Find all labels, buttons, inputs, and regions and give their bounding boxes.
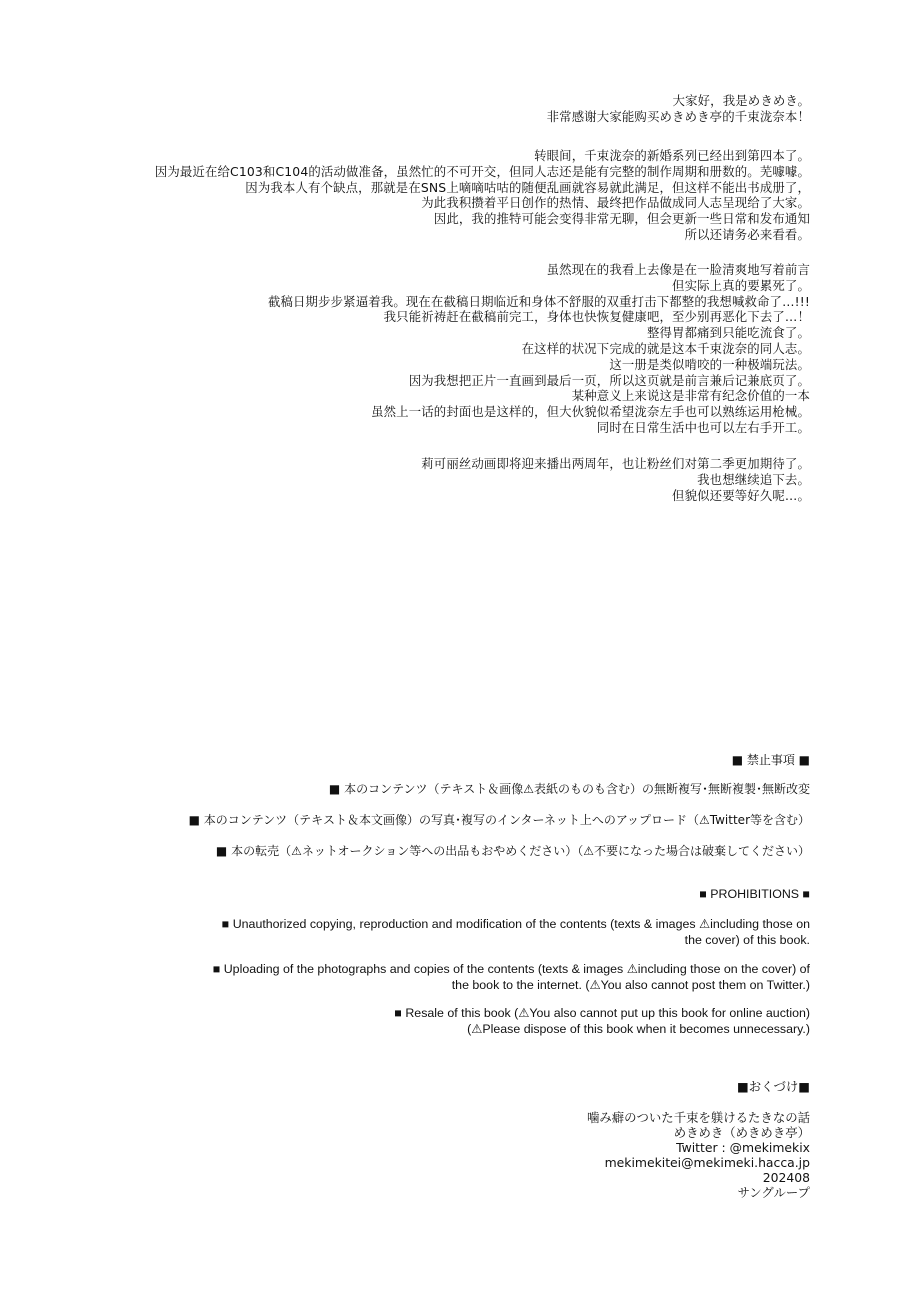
prohibition-jp-item: [329, 781, 810, 797]
prohibition-text: ■ Resale of this book (⚠You also cannot put up this book for online auction): [394, 1006, 810, 1020]
book-title: 噛み癖のついた千束を躾けるたきなの話: [586, 1110, 810, 1125]
paragraph-line: 虽然上一话的封面也是这样的，但大伙貌似希望泷奈左手也可以熟练运用枪械。: [371, 404, 810, 420]
prohibitions-jp-heading: [732, 752, 810, 768]
prohibition-text: ■ 本のコンテンツ（テキスト＆本文画像）の写真･複写のインターネット上へのアップロード（⚠Twitter等を含む）: [188, 813, 810, 827]
prohibition-text: ■ Unauthorized copying, reproduction and modification of the contents (texts & images ⚠including those on: [221, 917, 810, 931]
printer: サングループ: [737, 1185, 810, 1200]
paragraph-line: 莉可丽丝动画即将迎来播出两周年，也让粉丝们对第二季更加期待了。: [421, 456, 810, 471]
prohibition-en-item: [213, 962, 810, 993]
paragraph-line: 但实际上真的要累死了。: [672, 277, 810, 293]
greeting-line: 大家好，我是めきめき。: [672, 93, 810, 108]
section-heading: ■おくづけ■: [737, 1079, 810, 1094]
prohibitions-en-heading: [699, 887, 810, 903]
author: めきめき（めきめき亭）: [673, 1125, 810, 1140]
email: mekimekitei@mekimeki.hacca.jp: [604, 1155, 810, 1170]
prohibition-text: (⚠Please dispose of this book when it becomes unnecessary.): [467, 1021, 810, 1036]
paragraph-line: 因为最近在给C103和C104的活动做准备，虽然忙的不可开交，但同人志还是能有完整的制作周期和册数的。芜噱噱。: [154, 163, 810, 179]
prohibition-jp-item: [189, 812, 810, 828]
paragraph-line: 所以还请务必来看看。: [684, 226, 810, 242]
paragraph-line: 截稿日期步步紧逼着我。现在在截稿日期临近和身体不舒服的双重打击下都整的我想喊救命了…!!!: [267, 293, 810, 309]
prohibition-text: the cover) of this book.: [684, 932, 810, 947]
prohibition-text: the book to the internet. (⚠You also cannot post them on Twitter.): [451, 977, 810, 992]
prohibition-text: ■ 本の転売（⚠ネットオークション等への出品もおやめください）（⚠不要になった場合は破棄してください）: [215, 844, 810, 858]
paragraph-line: 但貌似还要等好久呢…。: [672, 487, 810, 503]
paragraph-line: 因为我想把正片一直画到最后一页，所以这页就是前言兼后记兼底页了。: [408, 372, 810, 388]
paragraph-line: 整得胃都痛到只能吃流食了。: [646, 325, 810, 341]
paragraph-line: 我也想继续追下去。: [697, 471, 810, 487]
greeting-block: [547, 93, 810, 125]
publish-date: 202408: [762, 1170, 810, 1185]
paragraph-line: 因此，我的推特可能会变得非常无聊，但会更新一些日常和发布通知: [433, 211, 810, 227]
section-heading: ■ 禁止事項 ■: [731, 753, 810, 767]
paragraph-line: 为此我积攒着平日创作的热情、最终把作品做成同人志呈现给了大家。: [421, 195, 810, 211]
paragraph-line: 虽然现在的我看上去像是在一脸清爽地写着前言: [546, 262, 810, 277]
afterword-paragraph-3: [421, 456, 810, 503]
afterword-paragraph-2: [268, 262, 810, 436]
prohibition-text: ■ 本のコンテンツ（テキスト＆画像⚠表紙のものも含む）の無断複写･無断複製･無断改変: [328, 782, 810, 796]
section-heading: ■ PROHIBITIONS ■: [699, 887, 810, 901]
prohibition-text: ■ Uploading of the photographs and copies of the contents (texts & images ⚠including those on the cover) of: [212, 962, 810, 976]
paragraph-line: 同时在日常生活中也可以左右手开工。: [596, 419, 810, 435]
twitter-handle: Twitter : @mekimekix: [676, 1140, 810, 1155]
paragraph-line: 某种意义上来说这是非常有纪念价值的一本: [571, 388, 810, 404]
afterword-paragraph-1: [155, 148, 810, 243]
prohibition-jp-item: [216, 843, 810, 859]
paragraph-line: 在这样的状况下完成的就是这本千束泷奈的同人志。: [521, 340, 810, 356]
colophon-heading: [737, 1079, 810, 1094]
greeting-line: 非常感谢大家能购买めきめき亭的千束泷奈本！: [546, 108, 810, 124]
paragraph-line: 转眼间，千束泷奈的新婚系列已经出到第四本了。: [534, 148, 810, 163]
prohibition-en-item: [222, 917, 810, 948]
paragraph-line: 因为我本人有个缺点，那就是在SNS上嘀嘀咕咕的随便乱画就容易就此满足，但这样不能出书成册了，: [245, 179, 810, 195]
paragraph-line: 我只能祈祷赶在截稿前完工，身体也快恢复健康吧，至少别再恶化下去了…！: [383, 309, 810, 325]
paragraph-line: 这一册是类似啃咬的一种极端玩法。: [609, 356, 810, 372]
prohibition-en-item: [394, 1006, 810, 1037]
colophon: [587, 1110, 810, 1200]
